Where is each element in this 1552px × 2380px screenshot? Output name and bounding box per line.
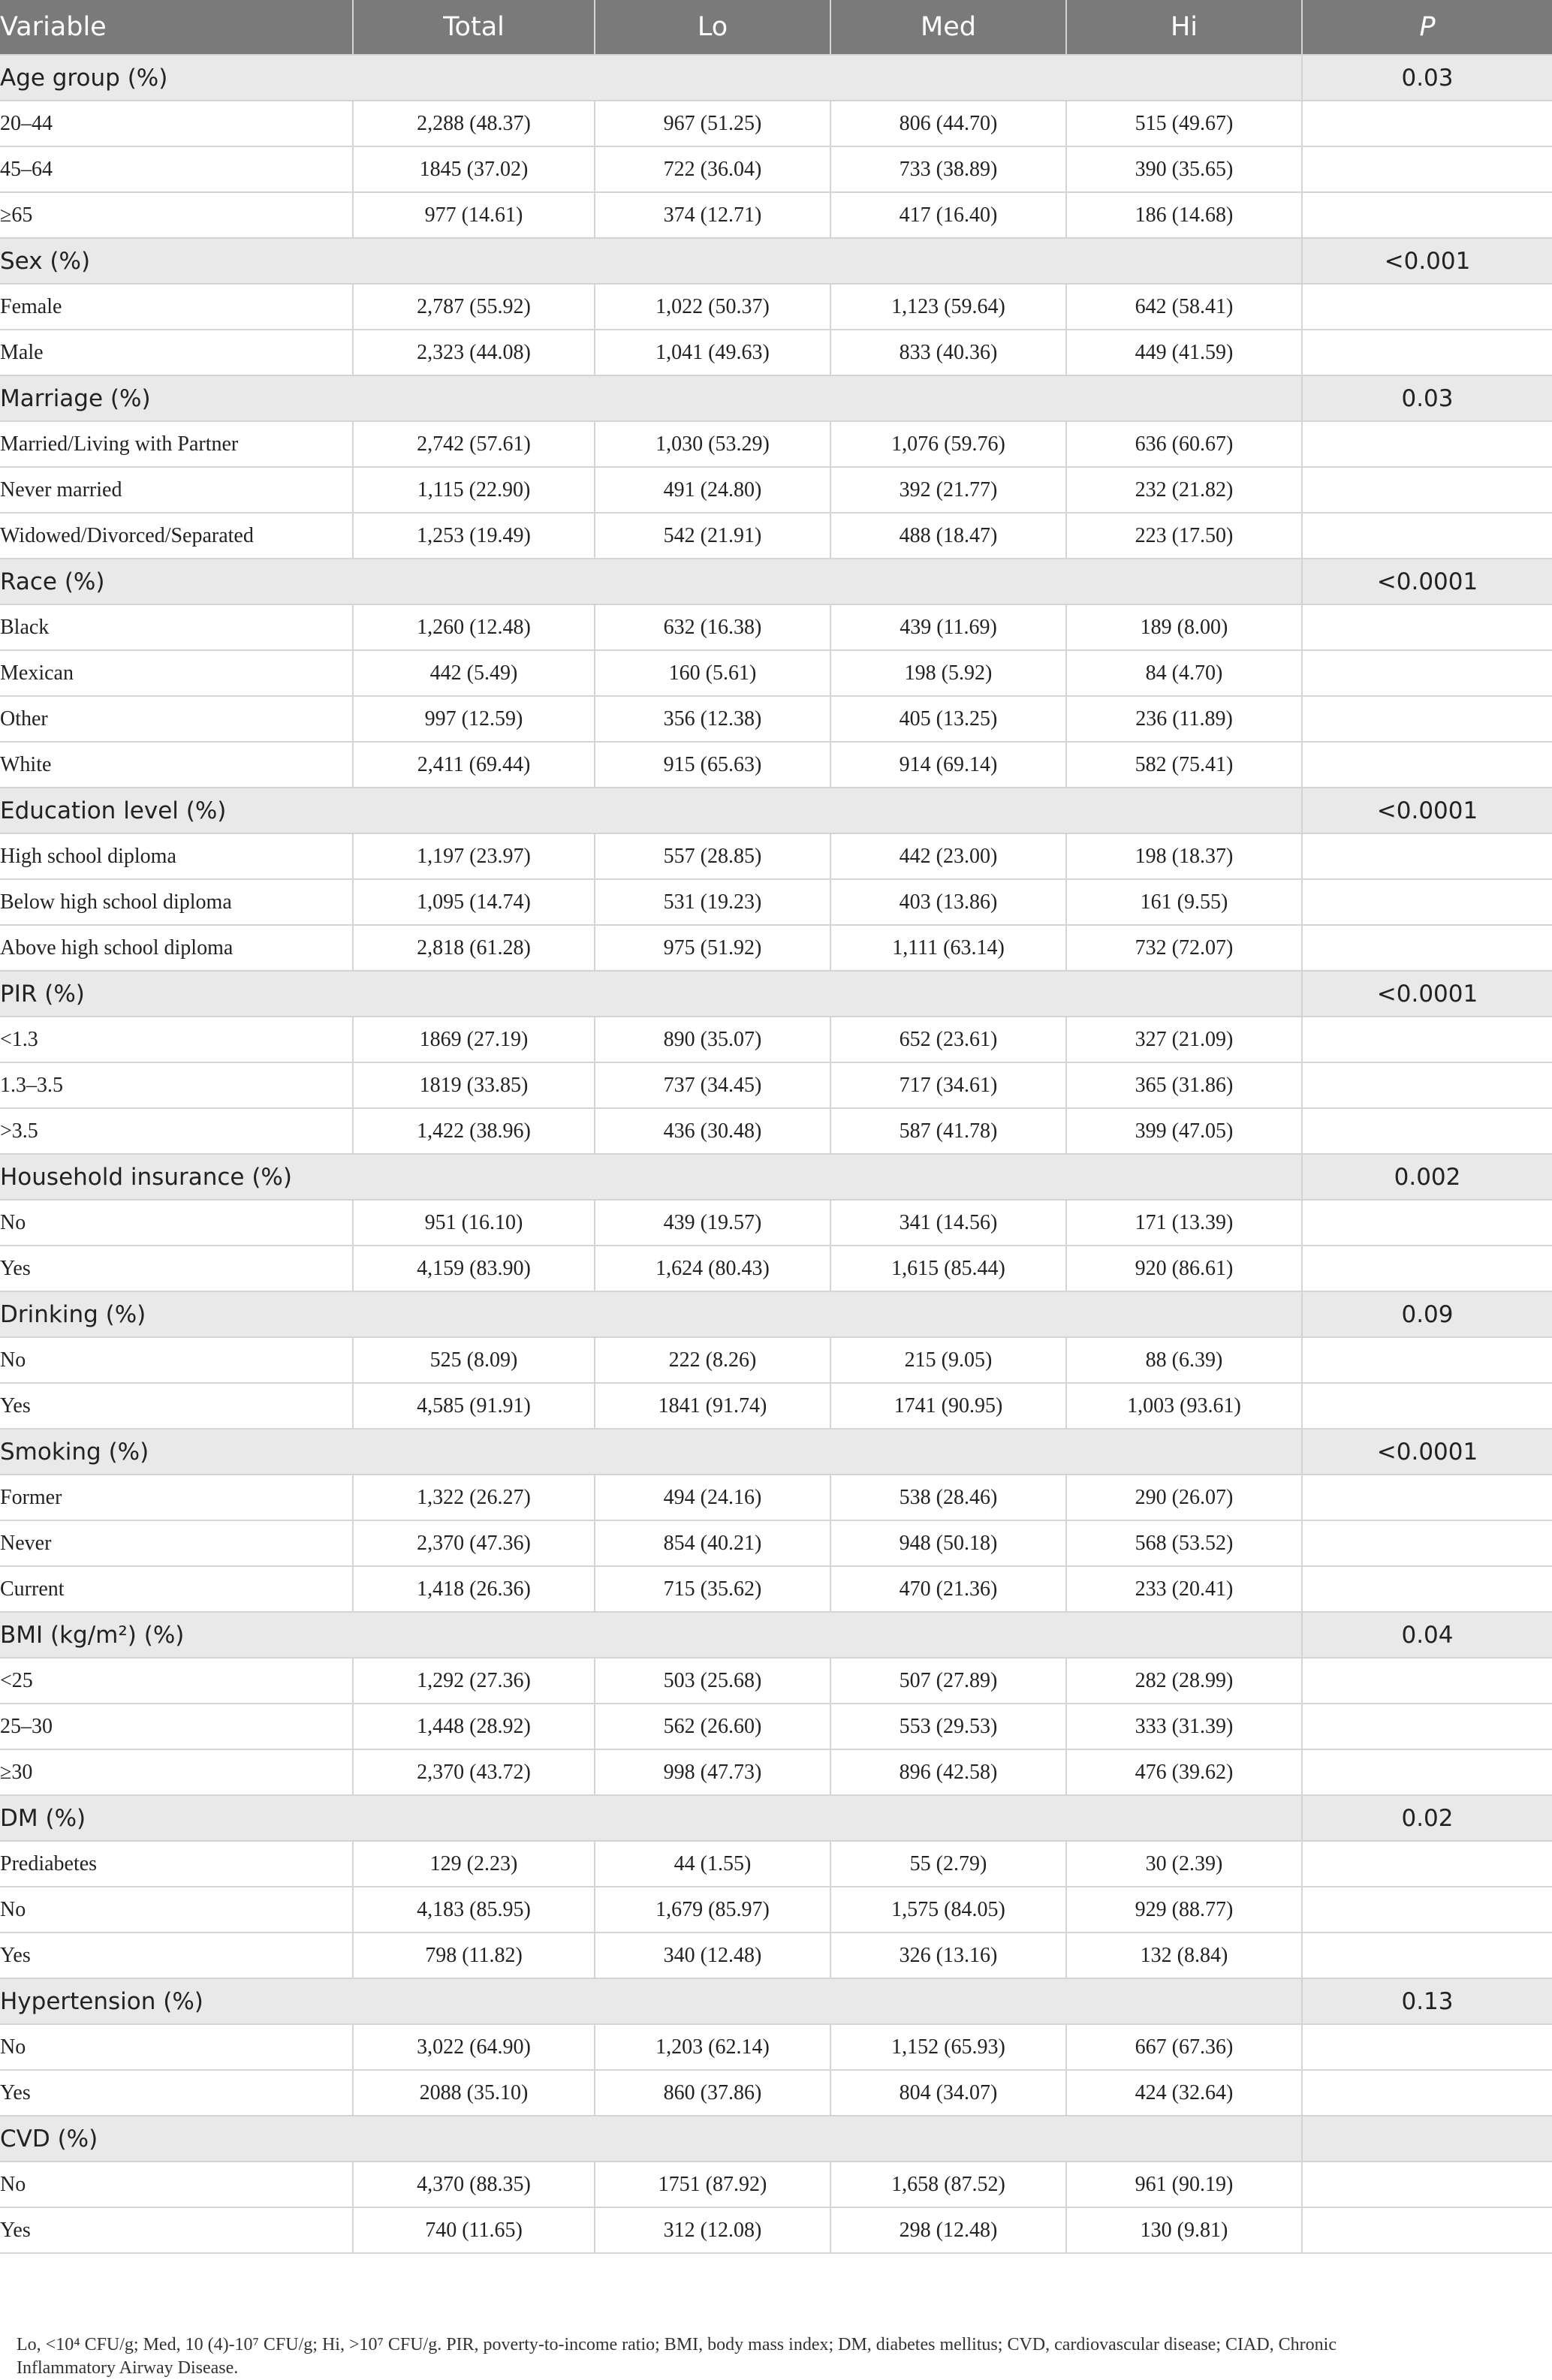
group-label: Drinking (%) <box>0 1291 1302 1337</box>
cell-med: 806 (44.70) <box>830 101 1066 146</box>
group-p-value: 0.02 <box>1302 1795 1552 1841</box>
row-label: No <box>0 1887 353 1933</box>
cell-total: 4,370 (88.35) <box>353 2162 595 2207</box>
cell-total: 4,585 (91.91) <box>353 1383 595 1429</box>
cell-hi: 642 (58.41) <box>1066 284 1302 330</box>
cell-med: 417 (16.40) <box>830 192 1066 238</box>
table-row <box>0 925 1552 971</box>
cell-hi: 1,003 (93.61) <box>1066 1383 1302 1429</box>
cell-med: 215 (9.05) <box>830 1337 1066 1383</box>
row-label: ≥65 <box>0 192 353 238</box>
table-row <box>0 1200 1552 1246</box>
table-row <box>0 2162 1552 2207</box>
cell-hi: 399 (47.05) <box>1066 1108 1302 1154</box>
table-row <box>0 2070 1552 2116</box>
row-label: Male <box>0 330 353 375</box>
table-row <box>0 284 1552 330</box>
row-label: 20–44 <box>0 101 353 146</box>
cell-p <box>1302 284 1552 330</box>
row-label: Never married <box>0 467 353 513</box>
cell-total: 977 (14.61) <box>353 192 595 238</box>
group-header-row <box>0 375 1552 421</box>
cell-med: 833 (40.36) <box>830 330 1066 375</box>
cell-total: 1819 (33.85) <box>353 1062 595 1108</box>
cell-p <box>1302 833 1552 879</box>
cell-med: 341 (14.56) <box>830 1200 1066 1246</box>
cell-med: 652 (23.61) <box>830 1017 1066 1062</box>
table-row <box>0 650 1552 696</box>
table-row <box>0 101 1552 146</box>
row-label: Other <box>0 696 353 742</box>
cell-total: 798 (11.82) <box>353 1933 595 1978</box>
cell-hi: 582 (75.41) <box>1066 742 1302 788</box>
cell-med: 733 (38.89) <box>830 146 1066 192</box>
cell-lo: 160 (5.61) <box>595 650 830 696</box>
cell-p <box>1302 1108 1552 1154</box>
cell-med: 1,076 (59.76) <box>830 421 1066 467</box>
cell-med: 538 (28.46) <box>830 1475 1066 1520</box>
group-label: Household insurance (%) <box>0 1154 1302 1200</box>
group-p-value: 0.04 <box>1302 1612 1552 1658</box>
cell-lo: 222 (8.26) <box>595 1337 830 1383</box>
cell-p <box>1302 604 1552 650</box>
table-row <box>0 146 1552 192</box>
cell-hi: 424 (32.64) <box>1066 2070 1302 2116</box>
row-label: Yes <box>0 1933 353 1978</box>
cell-hi: 365 (31.86) <box>1066 1062 1302 1108</box>
cell-lo: 890 (35.07) <box>595 1017 830 1062</box>
group-p-value <box>1302 2116 1552 2162</box>
cell-lo: 715 (35.62) <box>595 1566 830 1612</box>
row-label: No <box>0 2162 353 2207</box>
cell-hi: 223 (17.50) <box>1066 513 1302 559</box>
cell-lo: 1,679 (85.97) <box>595 1887 830 1933</box>
footnote-line-1: Lo, <10⁴ CFU/g; Med, 10 (4)-10⁷ CFU/g; Hi, >10⁷ CFU/g. PIR, poverty-to-income ratio; BMI, body mass index; DM, diabetes mellitus; CVD, cardiovascular disease; CIAD, Chronic <box>17 2335 1337 2354</box>
group-header-row <box>0 1291 1552 1337</box>
cell-med: 896 (42.58) <box>830 1749 1066 1795</box>
cell-lo: 1841 (91.74) <box>595 1383 830 1429</box>
table-row <box>0 1887 1552 1933</box>
table-row <box>0 1475 1552 1520</box>
row-label: 45–64 <box>0 146 353 192</box>
group-header-row <box>0 55 1552 101</box>
row-label: Yes <box>0 1246 353 1291</box>
cell-hi: 282 (28.99) <box>1066 1658 1302 1704</box>
cell-p <box>1302 1887 1552 1933</box>
cell-med: 804 (34.07) <box>830 2070 1066 2116</box>
row-label: White <box>0 742 353 788</box>
cell-total: 951 (16.10) <box>353 1200 595 1246</box>
cell-lo: 854 (40.21) <box>595 1520 830 1566</box>
group-p-value: <0.001 <box>1302 238 1552 284</box>
cell-p <box>1302 650 1552 696</box>
cell-hi: 568 (53.52) <box>1066 1520 1302 1566</box>
row-label: Yes <box>0 1383 353 1429</box>
group-label: DM (%) <box>0 1795 1302 1841</box>
cell-lo: 632 (16.38) <box>595 604 830 650</box>
cell-hi: 88 (6.39) <box>1066 1337 1302 1383</box>
group-p-value: 0.09 <box>1302 1291 1552 1337</box>
table-row <box>0 1383 1552 1429</box>
row-label: Married/Living with Partner <box>0 421 353 467</box>
row-label: 1.3–3.5 <box>0 1062 353 1108</box>
row-label: Above high school diploma <box>0 925 353 971</box>
cell-p <box>1302 421 1552 467</box>
cell-lo: 998 (47.73) <box>595 1749 830 1795</box>
cell-p <box>1302 1704 1552 1749</box>
table-body <box>0 55 1552 2253</box>
cell-hi: 198 (18.37) <box>1066 833 1302 879</box>
group-p-value: <0.0001 <box>1302 559 1552 604</box>
cell-total: 2,370 (47.36) <box>353 1520 595 1566</box>
cell-hi: 333 (31.39) <box>1066 1704 1302 1749</box>
cell-lo: 436 (30.48) <box>595 1108 830 1154</box>
cell-total: 997 (12.59) <box>353 696 595 742</box>
cell-total: 3,022 (64.90) <box>353 2024 595 2070</box>
table-row <box>0 833 1552 879</box>
cell-total: 4,183 (85.95) <box>353 1887 595 1933</box>
cell-lo: 737 (34.45) <box>595 1062 830 1108</box>
cell-hi: 171 (13.39) <box>1066 1200 1302 1246</box>
group-header-row <box>0 1978 1552 2024</box>
cell-med: 439 (11.69) <box>830 604 1066 650</box>
table-row <box>0 1658 1552 1704</box>
row-label: Black <box>0 604 353 650</box>
cell-total: 1,197 (23.97) <box>353 833 595 879</box>
cell-total: 1,322 (26.27) <box>353 1475 595 1520</box>
cell-lo: 975 (51.92) <box>595 925 830 971</box>
group-header-row <box>0 1612 1552 1658</box>
cell-hi: 390 (35.65) <box>1066 146 1302 192</box>
cell-total: 525 (8.09) <box>353 1337 595 1383</box>
cell-lo: 1,624 (80.43) <box>595 1246 830 1291</box>
cell-total: 1,260 (12.48) <box>353 604 595 650</box>
group-header-row <box>0 1429 1552 1475</box>
cell-med: 298 (12.48) <box>830 2207 1066 2253</box>
cell-total: 2,787 (55.92) <box>353 284 595 330</box>
cell-hi: 186 (14.68) <box>1066 192 1302 238</box>
table-row <box>0 330 1552 375</box>
cell-hi: 732 (72.07) <box>1066 925 1302 971</box>
table-row <box>0 604 1552 650</box>
cell-total: 2,411 (69.44) <box>353 742 595 788</box>
cell-total: 1,292 (27.36) <box>353 1658 595 1704</box>
table-row <box>0 1749 1552 1795</box>
cell-med: 507 (27.89) <box>830 1658 1066 1704</box>
row-label: Current <box>0 1566 353 1612</box>
cell-med: 198 (5.92) <box>830 650 1066 696</box>
group-header-row <box>0 1154 1552 1200</box>
group-label: CVD (%) <box>0 2116 1302 2162</box>
cell-total: 1,253 (19.49) <box>353 513 595 559</box>
cell-lo: 44 (1.55) <box>595 1841 830 1887</box>
cell-total: 2,818 (61.28) <box>353 925 595 971</box>
cell-hi: 929 (88.77) <box>1066 1887 1302 1933</box>
row-label: Widowed/Divorced/Separated <box>0 513 353 559</box>
cell-hi: 84 (4.70) <box>1066 650 1302 696</box>
cell-hi: 233 (20.41) <box>1066 1566 1302 1612</box>
table-row <box>0 467 1552 513</box>
table-row <box>0 1520 1552 1566</box>
group-header-row <box>0 2116 1552 2162</box>
cell-hi: 327 (21.09) <box>1066 1017 1302 1062</box>
cell-p <box>1302 1383 1552 1429</box>
cell-p <box>1302 146 1552 192</box>
cell-hi: 132 (8.84) <box>1066 1933 1302 1978</box>
table-row <box>0 1246 1552 1291</box>
cell-lo: 1,022 (50.37) <box>595 284 830 330</box>
cell-p <box>1302 879 1552 925</box>
cell-p <box>1302 2207 1552 2253</box>
cell-lo: 915 (65.63) <box>595 742 830 788</box>
row-label: Yes <box>0 2070 353 2116</box>
group-label: Race (%) <box>0 559 1302 604</box>
row-label: No <box>0 2024 353 2070</box>
cell-p <box>1302 1337 1552 1383</box>
cell-p <box>1302 925 1552 971</box>
group-p-value: <0.0001 <box>1302 788 1552 833</box>
group-p-value: 0.03 <box>1302 55 1552 101</box>
cell-lo: 722 (36.04) <box>595 146 830 192</box>
table-header-row <box>0 0 1552 55</box>
cell-lo: 967 (51.25) <box>595 101 830 146</box>
cell-total: 129 (2.23) <box>353 1841 595 1887</box>
table-row <box>0 2024 1552 2070</box>
cell-med: 1,658 (87.52) <box>830 2162 1066 2207</box>
cell-lo: 1,041 (49.63) <box>595 330 830 375</box>
table-row <box>0 192 1552 238</box>
cell-p <box>1302 1017 1552 1062</box>
footnote <box>17 2333 1533 2380</box>
group-label: Age group (%) <box>0 55 1302 101</box>
cell-p <box>1302 1933 1552 1978</box>
cell-hi: 476 (39.62) <box>1066 1749 1302 1795</box>
cell-p <box>1302 1475 1552 1520</box>
row-label: >3.5 <box>0 1108 353 1154</box>
cell-lo: 503 (25.68) <box>595 1658 830 1704</box>
table-row <box>0 1841 1552 1887</box>
cell-med: 470 (21.36) <box>830 1566 1066 1612</box>
cell-hi: 449 (41.59) <box>1066 330 1302 375</box>
group-label: Marriage (%) <box>0 375 1302 421</box>
cell-total: 1,448 (28.92) <box>353 1704 595 1749</box>
group-header-row <box>0 971 1552 1017</box>
table-row <box>0 1566 1552 1612</box>
cell-lo: 374 (12.71) <box>595 192 830 238</box>
row-label: Mexican <box>0 650 353 696</box>
row-label: No <box>0 1200 353 1246</box>
header-total: Total <box>353 0 595 55</box>
cell-hi: 189 (8.00) <box>1066 604 1302 650</box>
row-label: <1.3 <box>0 1017 353 1062</box>
cell-med: 326 (13.16) <box>830 1933 1066 1978</box>
cell-hi: 161 (9.55) <box>1066 879 1302 925</box>
cell-med: 553 (29.53) <box>830 1704 1066 1749</box>
group-header-row <box>0 788 1552 833</box>
table-row <box>0 1704 1552 1749</box>
cell-total: 2,742 (57.61) <box>353 421 595 467</box>
group-p-value: 0.13 <box>1302 1978 1552 2024</box>
cell-p <box>1302 330 1552 375</box>
cell-p <box>1302 1246 1552 1291</box>
group-label: Smoking (%) <box>0 1429 1302 1475</box>
cell-hi: 290 (26.07) <box>1066 1475 1302 1520</box>
cell-p <box>1302 101 1552 146</box>
cell-lo: 340 (12.48) <box>595 1933 830 1978</box>
cell-p <box>1302 1062 1552 1108</box>
cell-p <box>1302 1749 1552 1795</box>
cell-total: 2,323 (44.08) <box>353 330 595 375</box>
cell-p <box>1302 192 1552 238</box>
cell-lo: 491 (24.80) <box>595 467 830 513</box>
row-label: No <box>0 1337 353 1383</box>
cell-p <box>1302 2024 1552 2070</box>
cell-med: 1,615 (85.44) <box>830 1246 1066 1291</box>
cell-total: 1845 (37.02) <box>353 146 595 192</box>
cell-hi: 30 (2.39) <box>1066 1841 1302 1887</box>
table-row <box>0 1337 1552 1383</box>
header-variable: Variable <box>0 0 353 55</box>
cell-hi: 515 (49.67) <box>1066 101 1302 146</box>
cell-lo: 557 (28.85) <box>595 833 830 879</box>
group-header-row <box>0 559 1552 604</box>
table-row <box>0 1108 1552 1154</box>
row-label: Never <box>0 1520 353 1566</box>
cell-hi: 130 (9.81) <box>1066 2207 1302 2253</box>
cell-lo: 439 (19.57) <box>595 1200 830 1246</box>
header-med: Med <box>830 0 1066 55</box>
row-label: High school diploma <box>0 833 353 879</box>
header-hi: Hi <box>1066 0 1302 55</box>
header-lo: Lo <box>595 0 830 55</box>
table-row <box>0 742 1552 788</box>
cell-p <box>1302 2070 1552 2116</box>
cell-lo: 860 (37.86) <box>595 2070 830 2116</box>
cell-lo: 562 (26.60) <box>595 1704 830 1749</box>
cell-total: 1,422 (38.96) <box>353 1108 595 1154</box>
cell-med: 1741 (90.95) <box>830 1383 1066 1429</box>
row-label: <25 <box>0 1658 353 1704</box>
group-p-value: 0.03 <box>1302 375 1552 421</box>
row-label: Yes <box>0 2207 353 2253</box>
cell-total: 442 (5.49) <box>353 650 595 696</box>
cell-p <box>1302 1566 1552 1612</box>
cell-lo: 312 (12.08) <box>595 2207 830 2253</box>
row-label: Below high school diploma <box>0 879 353 925</box>
group-label: PIR (%) <box>0 971 1302 1017</box>
group-p-value: <0.0001 <box>1302 971 1552 1017</box>
cell-total: 2,370 (43.72) <box>353 1749 595 1795</box>
header-p: P <box>1302 0 1552 55</box>
table-row <box>0 1062 1552 1108</box>
group-label: Sex (%) <box>0 238 1302 284</box>
cell-p <box>1302 467 1552 513</box>
cell-total: 740 (11.65) <box>353 2207 595 2253</box>
row-label: Former <box>0 1475 353 1520</box>
cell-hi: 961 (90.19) <box>1066 2162 1302 2207</box>
table-row <box>0 421 1552 467</box>
cell-lo: 1751 (87.92) <box>595 2162 830 2207</box>
cell-med: 1,123 (59.64) <box>830 284 1066 330</box>
cell-p <box>1302 513 1552 559</box>
cell-total: 2,288 (48.37) <box>353 101 595 146</box>
cell-total: 1,095 (14.74) <box>353 879 595 925</box>
group-header-row <box>0 1795 1552 1841</box>
cell-lo: 356 (12.38) <box>595 696 830 742</box>
cell-lo: 1,203 (62.14) <box>595 2024 830 2070</box>
cell-hi: 667 (67.36) <box>1066 2024 1302 2070</box>
cell-p <box>1302 742 1552 788</box>
cell-total: 4,159 (83.90) <box>353 1246 595 1291</box>
cell-hi: 236 (11.89) <box>1066 696 1302 742</box>
footnote-line-2: Inflammatory Airway Disease. <box>17 2358 239 2378</box>
cell-p <box>1302 1520 1552 1566</box>
row-label: 25–30 <box>0 1704 353 1749</box>
cell-p <box>1302 1841 1552 1887</box>
cell-p <box>1302 2162 1552 2207</box>
cell-med: 403 (13.86) <box>830 879 1066 925</box>
group-p-value: <0.0001 <box>1302 1429 1552 1475</box>
table-row <box>0 513 1552 559</box>
cell-total: 1869 (27.19) <box>353 1017 595 1062</box>
cell-med: 1,575 (84.05) <box>830 1887 1066 1933</box>
cell-total: 1,115 (22.90) <box>353 467 595 513</box>
group-label: Hypertension (%) <box>0 1978 1302 2024</box>
table-row <box>0 1933 1552 1978</box>
cell-lo: 1,030 (53.29) <box>595 421 830 467</box>
cell-med: 587 (41.78) <box>830 1108 1066 1154</box>
row-label: ≥30 <box>0 1749 353 1795</box>
group-label: BMI (kg/m²) (%) <box>0 1612 1302 1658</box>
cell-hi: 232 (21.82) <box>1066 467 1302 513</box>
group-p-value: 0.002 <box>1302 1154 1552 1200</box>
cell-p <box>1302 1658 1552 1704</box>
table-row <box>0 879 1552 925</box>
cell-p <box>1302 696 1552 742</box>
cell-med: 392 (21.77) <box>830 467 1066 513</box>
cell-lo: 494 (24.16) <box>595 1475 830 1520</box>
cell-total: 2088 (35.10) <box>353 2070 595 2116</box>
cell-total: 1,418 (26.36) <box>353 1566 595 1612</box>
cell-med: 1,152 (65.93) <box>830 2024 1066 2070</box>
cell-med: 1,111 (63.14) <box>830 925 1066 971</box>
table-row <box>0 1017 1552 1062</box>
cell-med: 488 (18.47) <box>830 513 1066 559</box>
cell-med: 948 (50.18) <box>830 1520 1066 1566</box>
row-label: Prediabetes <box>0 1841 353 1887</box>
cell-hi: 920 (86.61) <box>1066 1246 1302 1291</box>
table-row <box>0 2207 1552 2253</box>
cell-hi: 636 (60.67) <box>1066 421 1302 467</box>
group-header-row <box>0 238 1552 284</box>
cell-med: 717 (34.61) <box>830 1062 1066 1108</box>
row-label: Female <box>0 284 353 330</box>
cell-med: 405 (13.25) <box>830 696 1066 742</box>
cell-med: 914 (69.14) <box>830 742 1066 788</box>
cell-med: 442 (23.00) <box>830 833 1066 879</box>
table-row <box>0 696 1552 742</box>
group-label: Education level (%) <box>0 788 1302 833</box>
cell-lo: 542 (21.91) <box>595 513 830 559</box>
cell-med: 55 (2.79) <box>830 1841 1066 1887</box>
cell-p <box>1302 1200 1552 1246</box>
cell-lo: 531 (19.23) <box>595 879 830 925</box>
